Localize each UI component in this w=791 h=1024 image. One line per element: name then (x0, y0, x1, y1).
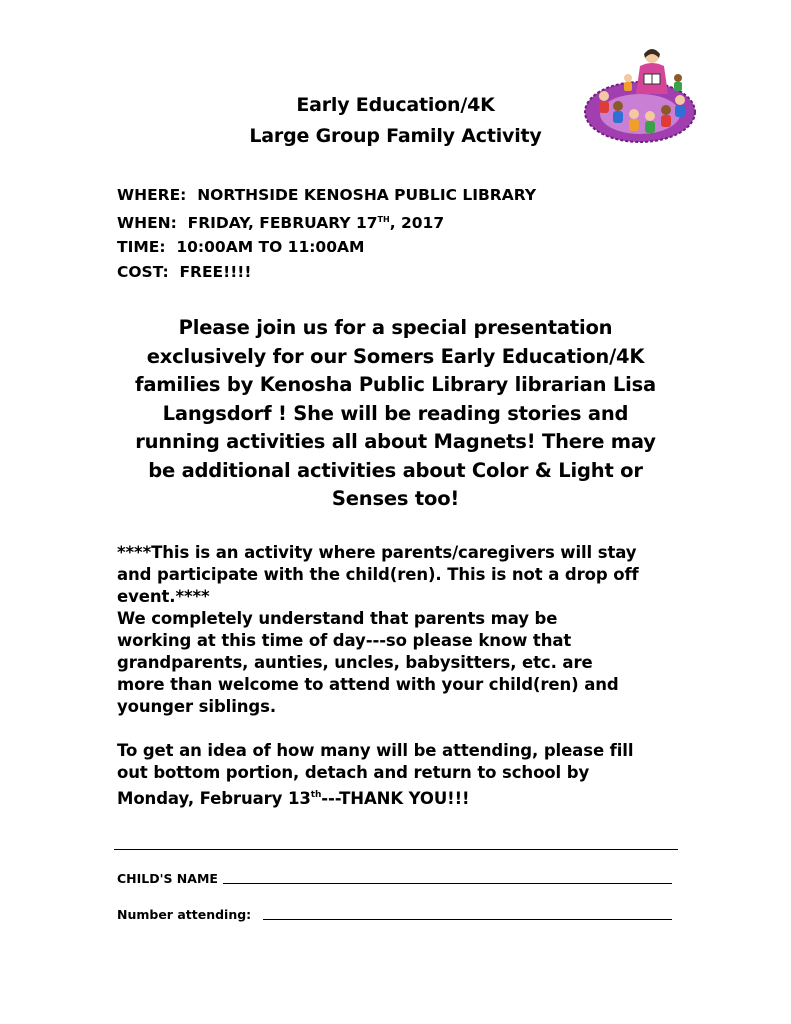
notice-line: more than welcome to attend with your child(ren) and (117, 675, 619, 694)
notice-line: and participate with the child(ren). This is not a drop off (117, 565, 639, 584)
page-subtitle: Large Group Family Activity (249, 125, 542, 147)
rsvp-line: out bottom portion, detach and return to school by (117, 763, 590, 782)
time-value: 10:00AM TO 11:00AM (176, 238, 365, 256)
announcement-line: running activities all about Magnets! There may (135, 430, 656, 453)
child-name-label: CHILD'S NAME (117, 871, 218, 886)
storytime-clipart-icon (582, 44, 698, 146)
where-line (117, 183, 536, 208)
when-line (117, 208, 536, 236)
announcement-line: families by Kenosha Public Library librarian Lisa (135, 373, 656, 396)
where-value: NORTHSIDE KENOSHA PUBLIC LIBRARY (197, 186, 537, 204)
rsvp-ordinal: th (310, 790, 322, 800)
announcement-line: Please join us for a special presentation (178, 316, 613, 339)
child-name-field[interactable] (223, 883, 672, 884)
rsvp-thanks: ---THANK YOU!!! (321, 789, 470, 808)
where-label: WHERE: (117, 186, 187, 204)
rsvp-deadline-line (117, 784, 697, 810)
event-details (117, 183, 536, 284)
notice-section (117, 542, 697, 810)
when-ordinal: TH (377, 214, 390, 224)
announcement-line: exclusively for our Somers Early Education/4K (146, 344, 645, 368)
notice-line: younger siblings. (117, 697, 277, 716)
time-line (117, 235, 536, 260)
cost-line (117, 260, 536, 285)
number-attending-label: Number attending: (117, 907, 252, 922)
notice-line: ****This is an activity where parents/caregivers will stay (117, 543, 637, 562)
announcement (100, 314, 691, 514)
time-label: TIME: (117, 238, 166, 256)
number-attending-field[interactable] (263, 919, 672, 920)
cost-label: COST: (117, 262, 169, 281)
announcement-line: be additional activities about Color & Light or (148, 458, 643, 482)
notice-line: We completely understand that parents may be (117, 609, 558, 628)
announcement-line: Langsdorf ! She will be reading stories and (162, 401, 629, 425)
when-label: WHEN: (117, 213, 177, 232)
rsvp-line: To get an idea of how many will be attending, please fill (117, 741, 634, 760)
notice-line: grandparents, aunties, uncles, babysitters, etc. are (117, 653, 593, 672)
notice-line: event.**** (117, 587, 210, 606)
number-attending-row (117, 907, 251, 922)
when-value: FRIDAY, FEBRUARY 17 (187, 213, 378, 232)
notice-line: working at this time of day---so please know that (117, 631, 572, 650)
announcement-line: Senses too! (331, 487, 460, 510)
cost-value: FREE!!!! (179, 262, 252, 281)
rsvp-deadline: Monday, February 13 (117, 789, 311, 808)
child-name-row (117, 871, 218, 886)
page-title: Early Education/4K (296, 94, 495, 116)
detach-line (114, 849, 678, 850)
when-year: , 2017 (389, 213, 445, 232)
